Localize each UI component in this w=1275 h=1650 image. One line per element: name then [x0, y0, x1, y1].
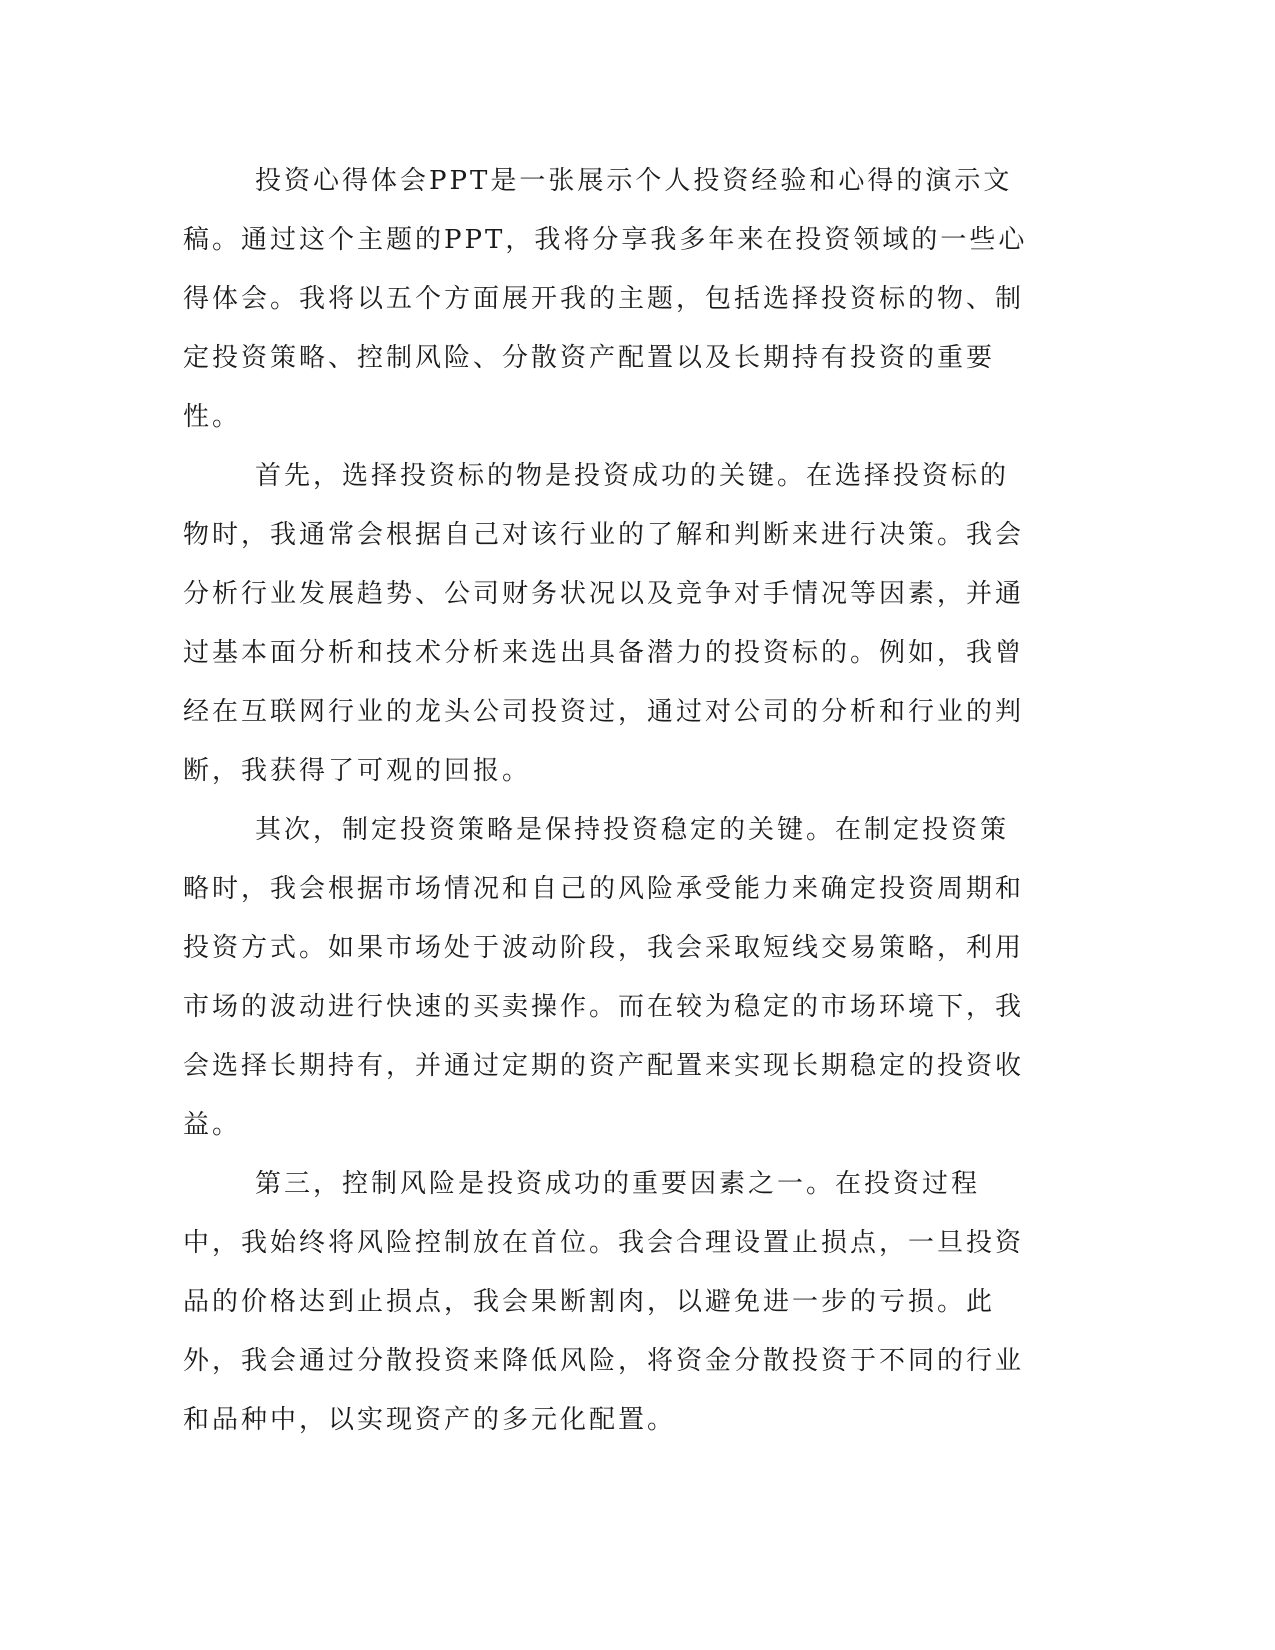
- paragraph-third: 第三，控制风险是投资成功的重要因素之一。在投资过程中，我始终将风险控制放在首位。我会合理设置止损点，一旦投资品的价格达到止损点，我会果断割肉，以避免进一步的亏损。此外，我会通过分散投资来降低风险，将资金分散投资于不同的行业和品种中，以实现资产的多元化配置。: [183, 1169, 1025, 1435]
- paragraph-intro: 投资心得体会PPT是一张展示个人投资经验和心得的演示文稿。通过这个主题的PPT，我将分享我多年来在投资领域的一些心得体会。我将以五个方面展开我的主题，包括选择投资标的物、制定投资策略、控制风险、分散资产配置以及长期持有投资的重要性。: [183, 166, 1028, 432]
- paragraph-second: 其次，制定投资策略是保持投资稳定的关键。在制定投资策略时，我会根据市场情况和自己的风险承受能力来确定投资周期和投资方式。如果市场处于波动阶段，我会采取短线交易策略，利用市场的波动进行快速的买卖操作。而在较为稳定的市场环境下，我会选择长期持有，并通过定期的资产配置来实现长期稳定的投资收益。: [183, 815, 1025, 1140]
- document-body: [183, 152, 1031, 1450]
- paragraph-first: 首先，选择投资标的物是投资成功的关键。在选择投资标的物时，我通常会根据自己对该行业的了解和判断来进行决策。我会分析行业发展趋势、公司财务状况以及竞争对手情况等因素，并通过基本面分析和技术分析来选出具备潜力的投资标的。例如，我曾经在互联网行业的龙头公司投资过，通过对公司的分析和行业的判断，我获得了可观的回报。: [183, 461, 1025, 786]
